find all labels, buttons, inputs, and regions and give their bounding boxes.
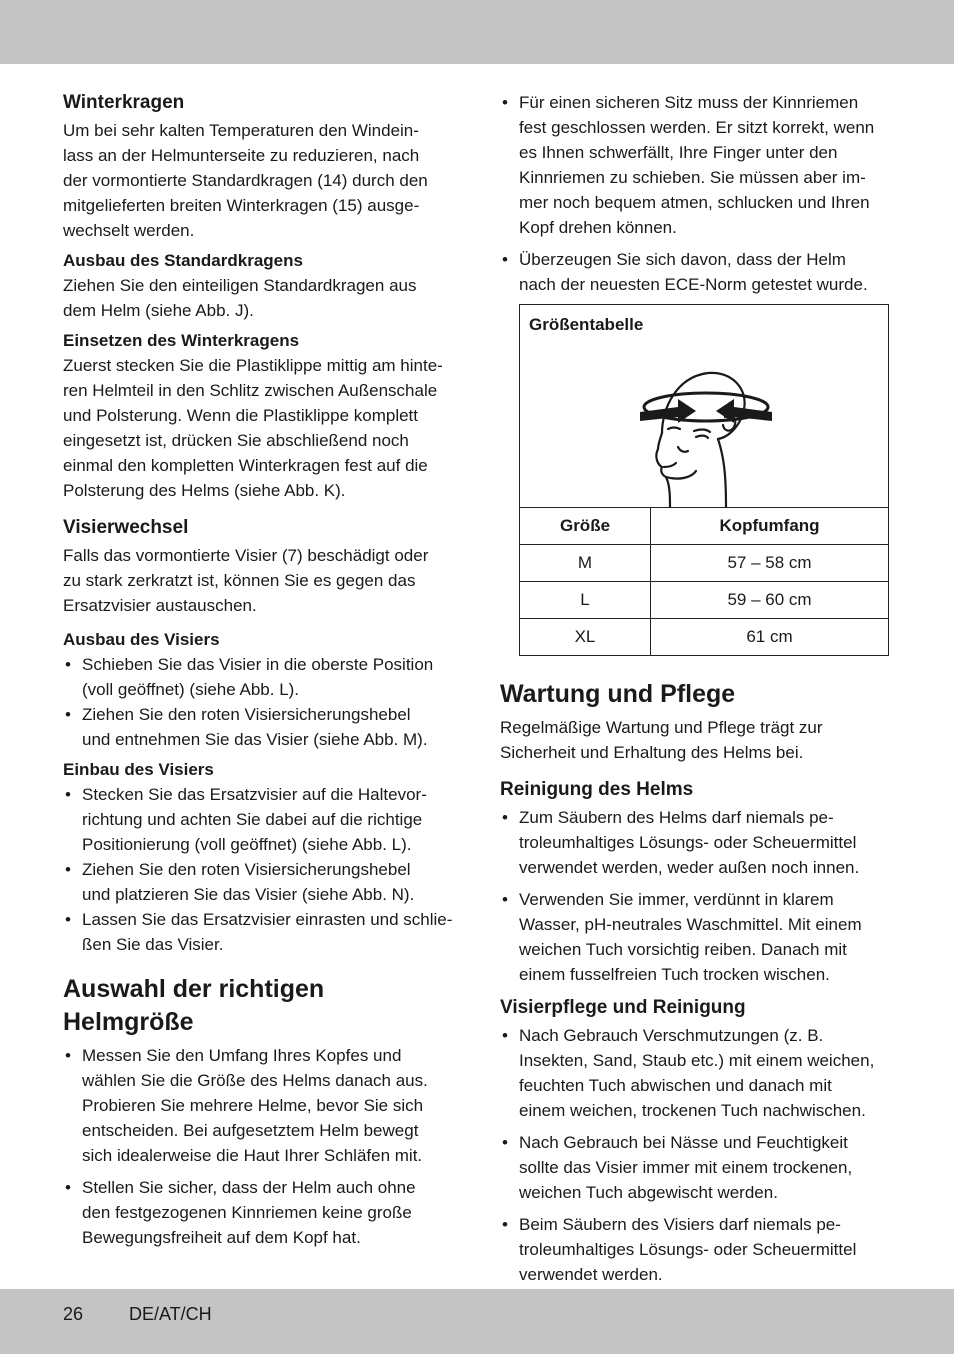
text-line: mitgelieferten breiten Winterkragen (15) ausge-: [63, 196, 420, 215]
list-item-line: sich idealerweise die Haut Ihrer Schläfen mit.: [82, 1146, 423, 1165]
list-item-line: • Nach Gebrauch bei Nässe und Feuchtigkeit: [519, 1133, 848, 1152]
ausbau-standardkragen-heading: Ausbau des Standardkragens: [63, 251, 303, 270]
circumference-cell: 57 – 58 cm: [651, 545, 889, 582]
list-item: [63, 782, 458, 857]
text-line: Regelmäßige Wartung und Pflege trägt zur: [500, 718, 823, 737]
left-column: [63, 90, 458, 1257]
right-column: [500, 90, 890, 1294]
einsetzen-winterkragen-text: [63, 353, 458, 503]
helmgroesse-heading-line2: Helmgröße: [63, 1008, 194, 1036]
visierpflege-heading: Visierpflege und Reinigung: [500, 997, 746, 1018]
list-item-line: entscheiden. Bei aufgesetztem Helm bewegt: [82, 1121, 419, 1140]
page-language: DE/AT/CH: [129, 1304, 212, 1324]
list-item-line: Wasser, pH-neutrales Waschmittel. Mit einem: [519, 915, 862, 934]
list-item: [500, 805, 890, 880]
list-item-line: (voll geöffnet) (siehe Abb. L).: [82, 680, 300, 699]
text-line: Zuerst stecken Sie die Plastiklippe mittig am hinte-: [63, 356, 443, 375]
list-item-line: richtung und achten Sie dabei auf die richtige: [82, 810, 423, 829]
einbau-visier-list: [63, 782, 458, 957]
list-item-line: troleumhaltiges Lösungs- oder Scheuermittel: [519, 1240, 857, 1259]
list-item-line: • Überzeugen Sie sich davon, dass der Helm: [519, 250, 846, 269]
visierpflege-list: [500, 1023, 890, 1287]
list-item-line: Probieren Sie mehrere Helme, bevor Sie sich: [82, 1096, 424, 1115]
list-item: [63, 857, 458, 907]
page-number: 26: [63, 1304, 84, 1324]
size-cell: M: [520, 545, 651, 582]
list-item-line: • Stellen Sie sicher, dass der Helm auch ohne: [82, 1178, 416, 1197]
list-item: [63, 907, 458, 957]
ausbau-standardkragen-text: [63, 273, 458, 323]
list-item-line: feuchten Tuch abwischen und danach mit: [519, 1076, 832, 1095]
text-line: Ersatzvisier austauschen.: [63, 596, 257, 615]
text-line: der vormontierte Standardkragen (14) durch den: [63, 171, 428, 190]
text-line: zu stark zerkratzt ist, können Sie es gegen das: [63, 571, 416, 590]
list-item-line: • Ziehen Sie den roten Visiersicherungshebel: [82, 705, 411, 724]
size-table-header-circumference: Kopfumfang: [651, 508, 889, 545]
winterkragen-heading: Winterkragen: [63, 92, 185, 113]
helmgroesse-heading: [63, 973, 458, 1039]
text-line: und Polsterung. Wenn die Plastiklippe komplett: [63, 406, 418, 425]
list-item: [63, 702, 458, 752]
list-item-line: fest geschlossen werden. Er sitzt korrekt, wenn: [519, 118, 875, 137]
text-line: Falls das vormontierte Visier (7) beschädigt oder: [63, 546, 429, 565]
list-item-line: Insekten, Sand, Staub etc.) mit einem weichen,: [519, 1051, 875, 1070]
text-line: dem Helm (siehe Abb. J).: [63, 301, 254, 320]
list-item-line: • Verwenden Sie immer, verdünnt in klarem: [519, 890, 834, 909]
list-item: [500, 90, 890, 240]
text-line: wechselt werden.: [63, 221, 195, 240]
table-row: [520, 582, 888, 619]
wartung-intro: [500, 715, 890, 765]
list-item-line: • Schieben Sie das Visier in die oberste Position: [82, 655, 434, 674]
size-table-title: Größentabelle: [529, 315, 644, 334]
list-item-line: einem weichen, trockenen Tuch nachwischen.: [519, 1101, 866, 1120]
head-measurement-illustration: [520, 337, 888, 507]
helmgroesse-list: [63, 1043, 458, 1250]
reinigung-list: [500, 805, 890, 987]
list-item-line: • Lassen Sie das Ersatzvisier einrasten und schlie-: [82, 910, 453, 929]
head-icon: [520, 337, 886, 507]
list-item-line: Bewegungsfreiheit auf dem Kopf hat.: [82, 1228, 361, 1247]
list-item-line: den festgezogenen Kinnriemen keine große: [82, 1203, 412, 1222]
table-row: [520, 619, 888, 656]
list-item: [63, 652, 458, 702]
text-line: einmal den kompletten Winterkragen fest auf die: [63, 456, 428, 475]
helmgroesse-heading-line1: Auswahl der richtigen: [63, 975, 325, 1003]
list-item-line: verwendet werden, weder außen noch innen.: [519, 858, 860, 877]
circumference-cell: 59 – 60 cm: [651, 582, 889, 619]
text-line: Polsterung des Helms (siehe Abb. K).: [63, 481, 346, 500]
size-cell: L: [520, 582, 651, 619]
circumference-cell: 61 cm: [651, 619, 889, 656]
list-item-line: • Zum Säubern des Helms darf niemals pe-: [519, 808, 834, 827]
text-line: Um bei sehr kalten Temperaturen den Windein-: [63, 121, 419, 140]
ausbau-visier-list: [63, 652, 458, 752]
table-row: [520, 545, 888, 582]
ausbau-visier-heading: Ausbau des Visiers: [63, 630, 220, 649]
list-item-line: • Nach Gebrauch Verschmutzungen (z. B.: [519, 1026, 824, 1045]
list-item-line: • Stecken Sie das Ersatzvisier auf die Haltevor-: [82, 785, 427, 804]
list-item-line: ßen Sie das Visier.: [82, 935, 224, 954]
list-item-line: Positionierung (voll geöffnet) (siehe Abb. L).: [82, 835, 412, 854]
list-item: [63, 1175, 458, 1250]
visierwechsel-heading: Visierwechsel: [63, 517, 189, 538]
wartung-heading: Wartung und Pflege: [500, 680, 736, 708]
list-item-line: • Beim Säubern des Visiers darf niemals pe-: [519, 1215, 841, 1234]
winterkragen-intro: [63, 118, 458, 243]
list-item: [500, 887, 890, 987]
size-table: [520, 507, 888, 655]
text-line: Ziehen Sie den einteiligen Standardkragen aus: [63, 276, 417, 295]
size-table-box: [519, 304, 889, 656]
list-item-line: und entnehmen Sie das Visier (siehe Abb. M).: [82, 730, 428, 749]
reinigung-heading: Reinigung des Helms: [500, 779, 694, 800]
list-item-line: troleumhaltiges Lösungs- oder Scheuermittel: [519, 833, 857, 852]
list-item-line: mer noch bequem atmen, schlucken und Ihren: [519, 193, 870, 212]
text-line: lass an der Helmunterseite zu reduzieren, nach: [63, 146, 420, 165]
size-table-header-size: Größe: [520, 508, 651, 545]
list-item-line: einem fusselfreien Tuch trocken wischen.: [519, 965, 830, 984]
list-item: [500, 247, 890, 297]
list-item-line: weichen Tuch vorsichtig reiben. Danach mit: [519, 940, 847, 959]
list-item: [500, 1212, 890, 1287]
list-item-line: Kinnriemen zu schieben. Sie müssen aber im-: [519, 168, 866, 187]
list-item: [63, 1043, 458, 1168]
list-item-line: verwendet werden.: [519, 1265, 663, 1284]
list-item-line: sollte das Visier immer mit einem trockenen,: [519, 1158, 853, 1177]
size-table-header-row: [520, 508, 888, 545]
list-item-line: • Ziehen Sie den roten Visiersicherungshebel: [82, 860, 411, 879]
list-item-line: • Messen Sie den Umfang Ihres Kopfes und: [82, 1046, 402, 1065]
list-item-line: wählen Sie die Größe des Helms danach aus.: [82, 1071, 428, 1090]
header-bar: [0, 0, 954, 64]
einbau-visier-heading: Einbau des Visiers: [63, 760, 214, 779]
list-item-line: es Ihnen schwerfällt, Ihre Finger unter den: [519, 143, 838, 162]
list-item-line: und platzieren Sie das Visier (siehe Abb. N).: [82, 885, 415, 904]
size-cell: XL: [520, 619, 651, 656]
size-table-body: [520, 545, 888, 656]
list-item-line: Kopf drehen können.: [519, 218, 677, 237]
text-line: eingesetzt ist, drücken Sie abschließend noch: [63, 431, 409, 450]
text-line: ren Helmteil in den Schlitz zwischen Außenschale: [63, 381, 438, 400]
list-item-line: weichen Tuch abgewischt werden.: [519, 1183, 778, 1202]
einsetzen-winterkragen-heading: Einsetzen des Winterkragens: [63, 331, 300, 350]
visierwechsel-intro: [63, 543, 458, 618]
list-item-line: • Für einen sicheren Sitz muss der Kinnriemen: [519, 93, 859, 112]
text-line: Sicherheit und Erhaltung des Helms bei.: [500, 743, 804, 762]
fit-list: [500, 90, 890, 297]
list-item-line: nach der neuesten ECE-Norm getestet wurde.: [519, 275, 868, 294]
list-item: [500, 1130, 890, 1205]
list-item: [500, 1023, 890, 1123]
